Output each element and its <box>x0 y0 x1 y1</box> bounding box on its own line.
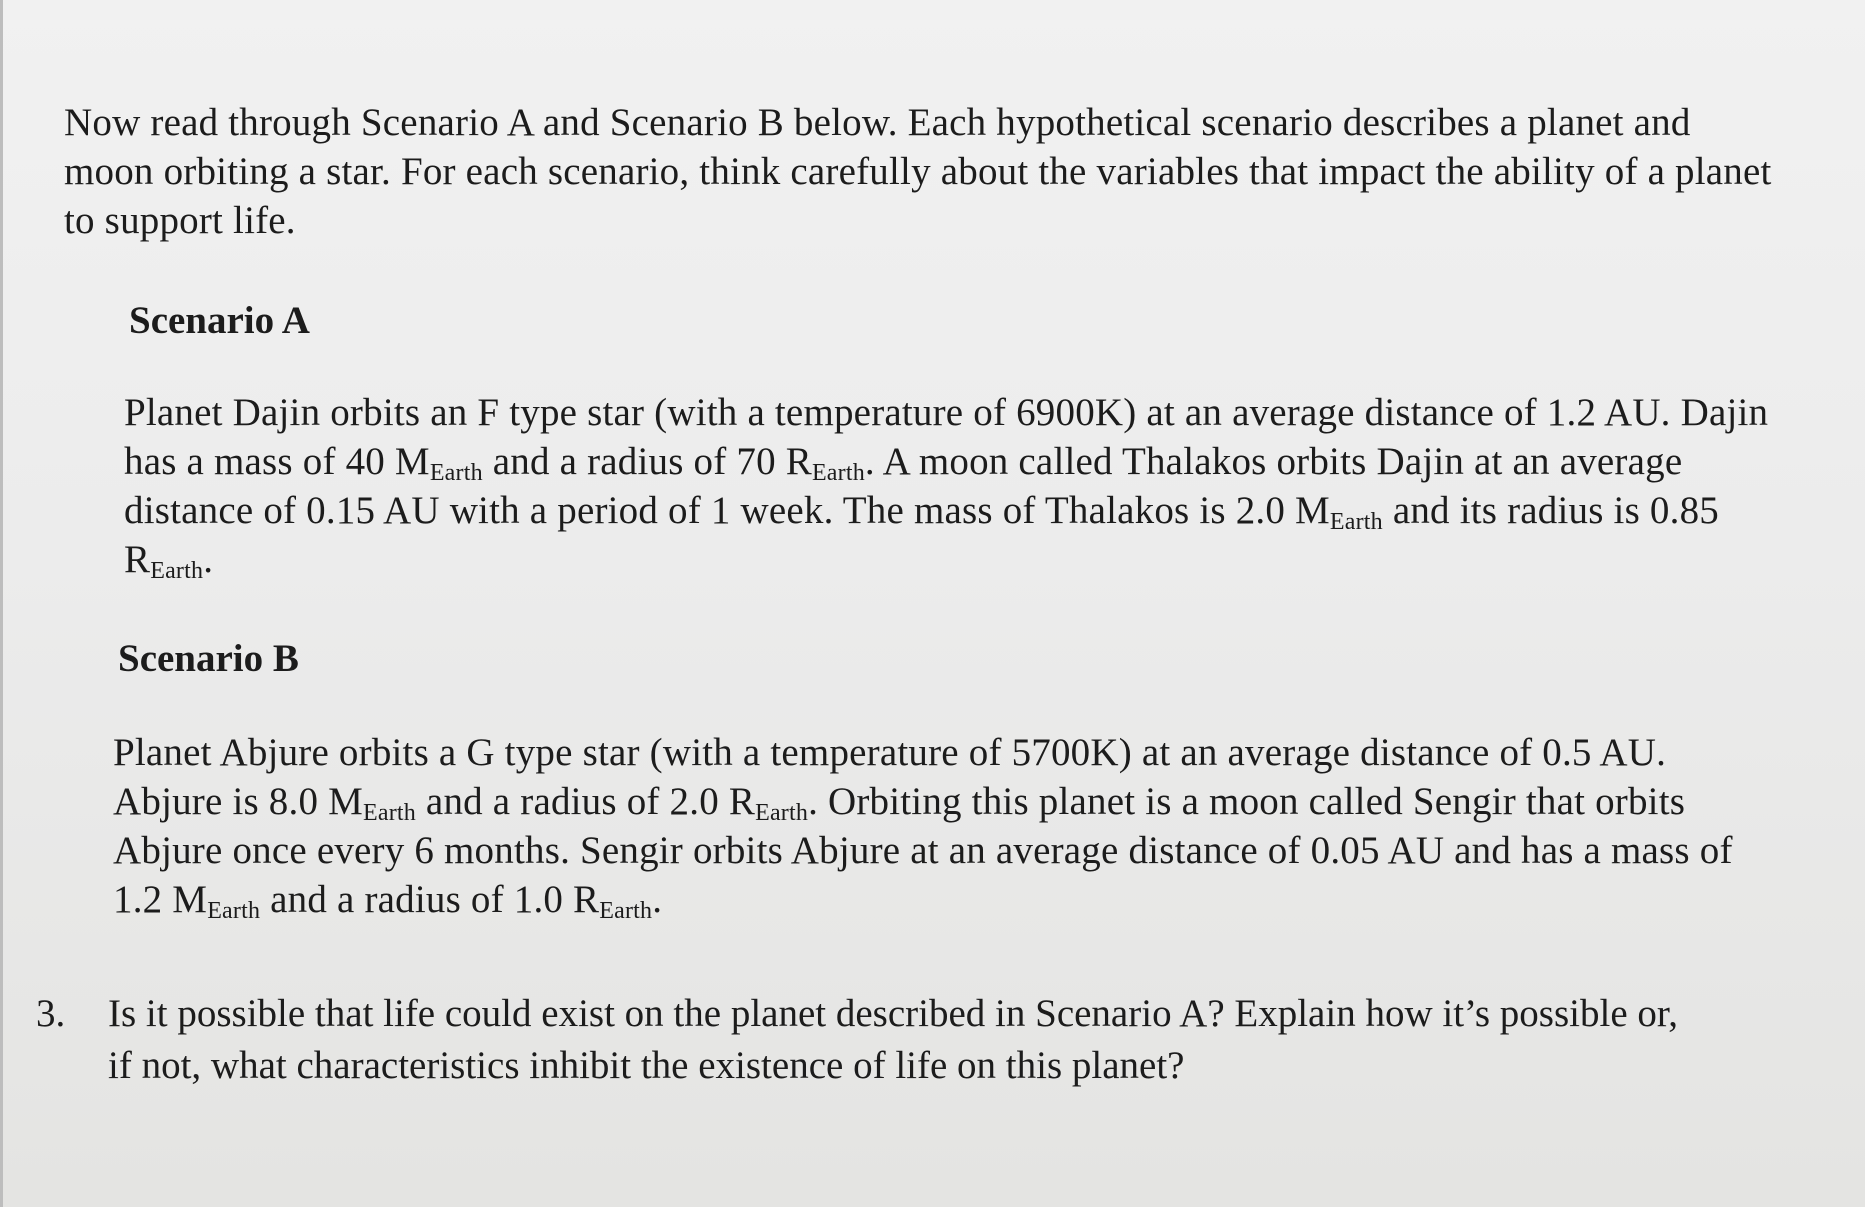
scenario-b-paragraph <box>113 728 1773 924</box>
scenario-b-subscript-1: Earth <box>363 800 416 826</box>
scenario-b-subscript-4: Earth <box>599 898 653 924</box>
intro-paragraph: Now read through Scenario A and Scenario B below. Each hypothetical scenario describes a planet and moon orbiting a star. For each scenario, think carefully about the variables that impact the ability of a planet to support life. <box>64 101 1772 242</box>
page-left-edge <box>0 0 3 1207</box>
scenario-a-text-4: and its radius is 0.85 R <box>124 489 1719 581</box>
scenario-b-text-1: Planet Abjure orbits a G type star (with a temperature of 5700K) at an average distance of 0.5 AU. Abjure is 8.0 M <box>113 731 1667 823</box>
scenario-a-text-3: . A moon called Thalakos orbits Dajin at an average distance of 0.15 AU with a period of 1 week. The mass of Thalakos is 2.0 M <box>124 440 1683 532</box>
scenario-b-text-2: and a radius of 2.0 R <box>415 780 756 823</box>
scenario-a-text-5: . <box>203 538 214 581</box>
scenario-b-subscript-3: Earth <box>207 898 261 924</box>
scenario-b-subscript-2: Earth <box>755 800 809 826</box>
scenario-b-text-4: and a radius of 1.0 R <box>260 878 600 921</box>
scenario-a-subscript-1: Earth <box>429 460 483 486</box>
question-text: Is it possible that life could exist on the planet described in Scenario A? Explain how it’s possible or, if not, what characteristics inhibit the existence of life on this planet? <box>108 992 1679 1087</box>
scenario-a-subscript-3: Earth <box>1329 509 1383 535</box>
scenario-a-text-2: and a radius of 70 R <box>482 440 812 483</box>
question-number: 3. <box>36 992 66 1035</box>
scenario-a-subscript-2: Earth <box>811 460 865 486</box>
scenario-b-heading: Scenario B <box>118 637 299 680</box>
scenario-a-text-1: Planet Dajin orbits an F type star (with a temperature of 6900K) at an average distance of 1.2 AU. Dajin has a mass of 40 M <box>124 391 1769 483</box>
scenario-a-heading: Scenario A <box>129 299 310 342</box>
scenario-a-paragraph <box>124 388 1784 584</box>
scenario-a-subscript-4: Earth <box>150 558 204 584</box>
scenario-b-text-3: . Orbiting this planet is a moon called Sengir that orbits Abjure once every 6 months. Sengir orbits Abjure at an average distance of 0.05 AU and has a mass of 1.2 M <box>113 780 1733 921</box>
scenario-b-text-5: . <box>652 878 663 921</box>
